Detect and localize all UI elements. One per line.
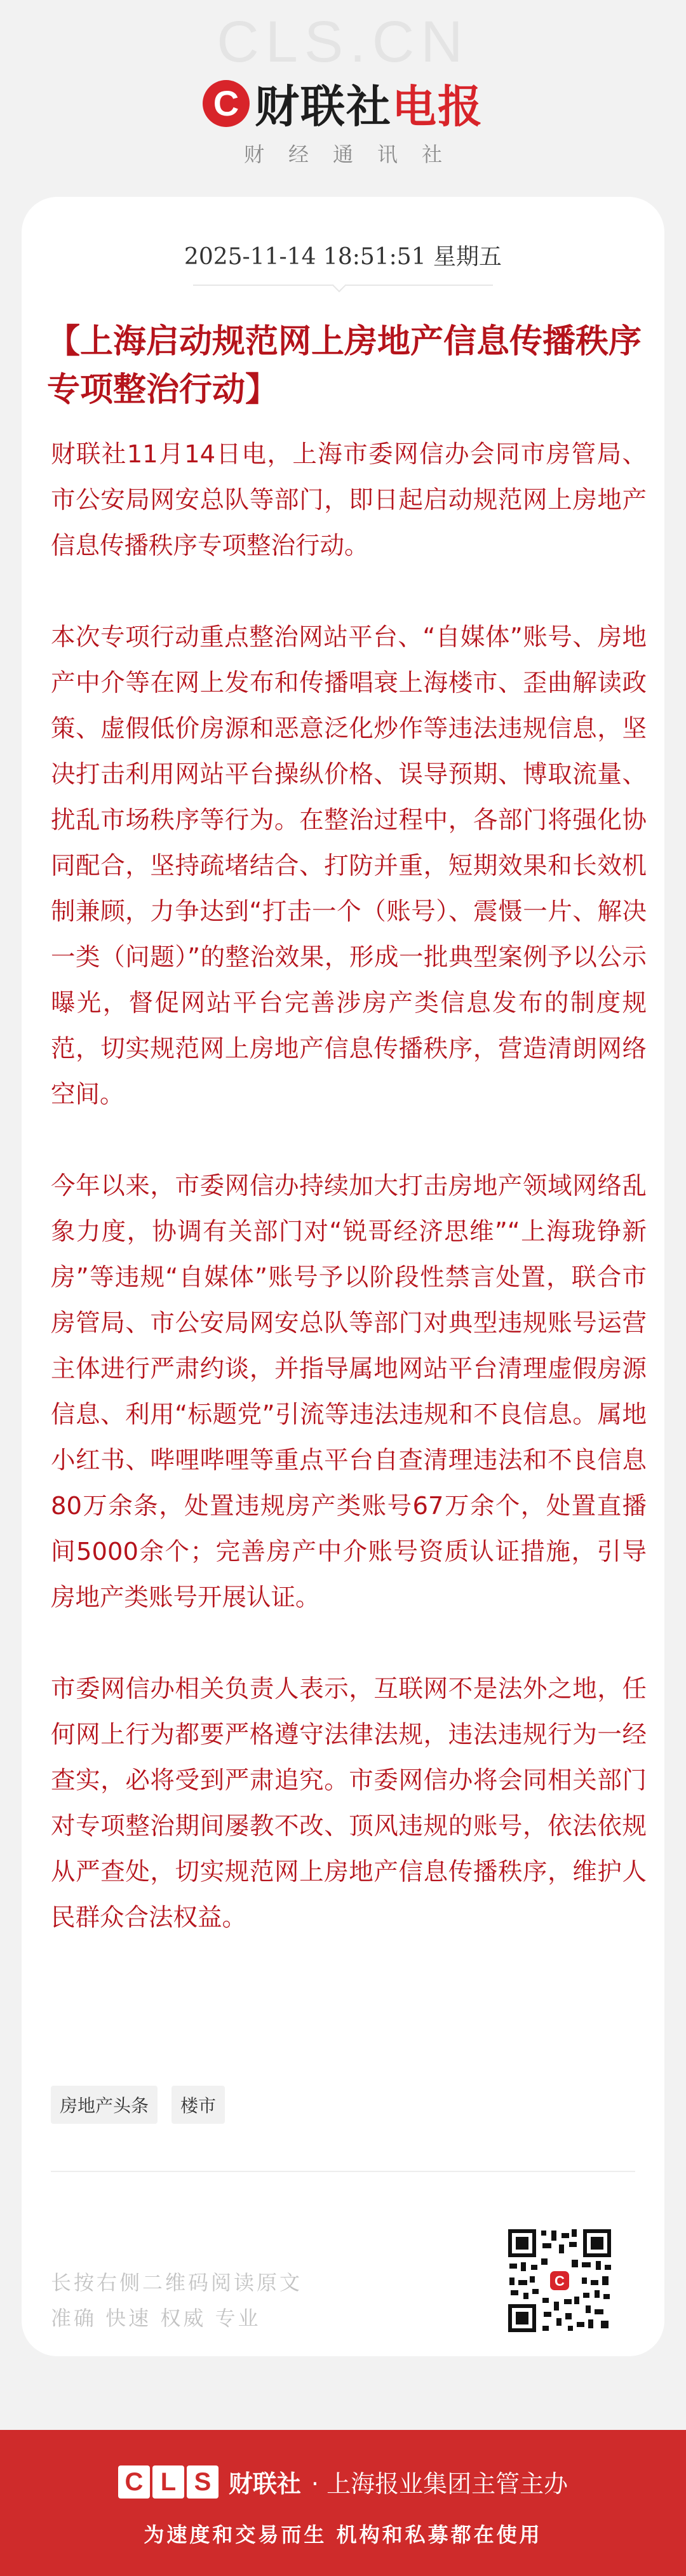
logo-name [255, 71, 483, 135]
promo-line-1: 长按右侧二维码阅读原文 [51, 2271, 303, 2295]
brand-subtitle: 财经通讯社 [243, 142, 466, 166]
footer-org: · 上海报业集团主管主办 [311, 2470, 568, 2498]
cls-letter: C [118, 2465, 150, 2499]
cls-logo-icon [118, 2465, 219, 2499]
article-paragraph: 本次专项行动重点整治网站平台、“自媒体”账号、房地产中介等在网上发布和传播唱衰上海楼市、歪曲解读政策、虚假低价房源和恶意泛化炒作等违法违规信息，坚决打击利用网站平台操纵价格、误导预期、博取流量、扰乱市场秩序等行为。在整治过程中，各部门将强化协同配合，坚持疏堵结合、打防并重，短期效果和长效机制兼顾，力争达到“打击一个（账号）、震慑一片、解决一类（问题）”的整治效果，形成一批典型案例予以公示曝光，督促网站平台完善涉房产类信息发布的制度规范，切实规范网上房地产信息传播秩序，营造清朗网络空间。 [51, 623, 647, 1109]
article-body [51, 432, 647, 1987]
section-divider [51, 2171, 635, 2172]
article-tags [51, 2086, 225, 2124]
article-datetime: 2025-11-14 18:51:51 星期五 [184, 244, 502, 270]
qr-code-icon[interactable] [506, 2227, 614, 2335]
watermark-text: CLS.CN [217, 10, 469, 74]
footer-brand-row [0, 2464, 686, 2499]
article-title: 【上海启动规范网上房地产信息传播秩序专项整治行动】 [47, 323, 642, 409]
svg-text:C: C [555, 2273, 565, 2289]
article-card [22, 197, 664, 2356]
article-paragraph: 市委网信办相关负责人表示，互联网不是法外之地，任何网上行为都要严格遵守法律法规，违法违规行为一经查实，必将受到严肃追究。市委网信办将会同相关部门对专项整治期间屡教不改、顶风违规的账号，依法依规从严查处，切实规范网上房地产信息传播秩序，维护人民群众合法权益。 [51, 1675, 647, 1932]
app-header [0, 0, 686, 191]
footer-slogan: 为速度和交易而生 机构和私募都在使用 [144, 2523, 542, 2547]
footer-brand-name: 财联社 [228, 2470, 301, 2498]
datetime-notch [332, 278, 347, 293]
logo-name-black: 财联社 [255, 81, 392, 133]
logo-badge-icon: C [203, 80, 250, 127]
footer-banner [0, 2430, 686, 2576]
article-paragraph: 今年以来，市委网信办持续加大打击房地产领域网络乱象力度，协调有关部门对“锐哥经济思维”“上海珑铮新房”等违规“自媒体”账号予以阶段性禁言处置，联合市房管局、市公安局网安总队等部门对典型违规账号运营主体进行严肃约谈，并指导属地网站平台清理虚假房源信息、利用“标题党”引流等违法违规和不良信息。属地小红书、哔哩哔哩等重点平台自查清理违法和不良信息80万余条，处置违规房产类账号67万余个，处置直播间5000余个；完善房产中介账号资质认证措施，引导房地产类账号开展认证。 [51, 1172, 647, 1612]
cls-letter: L [152, 2465, 184, 2499]
brand-logo [0, 71, 686, 135]
cls-letter: S [187, 2465, 219, 2499]
article-paragraph: 财联社11月14日电，上海市委网信办会同市房管局、市公安局网安总队等部门，即日起启动规范网上房地产信息传播秩序专项整治行动。 [51, 440, 647, 560]
read-original-promo [51, 2265, 302, 2336]
promo-line-2: 准确 快速 权威 专业 [51, 2306, 261, 2330]
logo-name-red: 电报 [392, 81, 483, 133]
tag-real-estate[interactable]: 房地产头条 [51, 2086, 158, 2124]
tag-property-market[interactable]: 楼市 [172, 2086, 225, 2124]
